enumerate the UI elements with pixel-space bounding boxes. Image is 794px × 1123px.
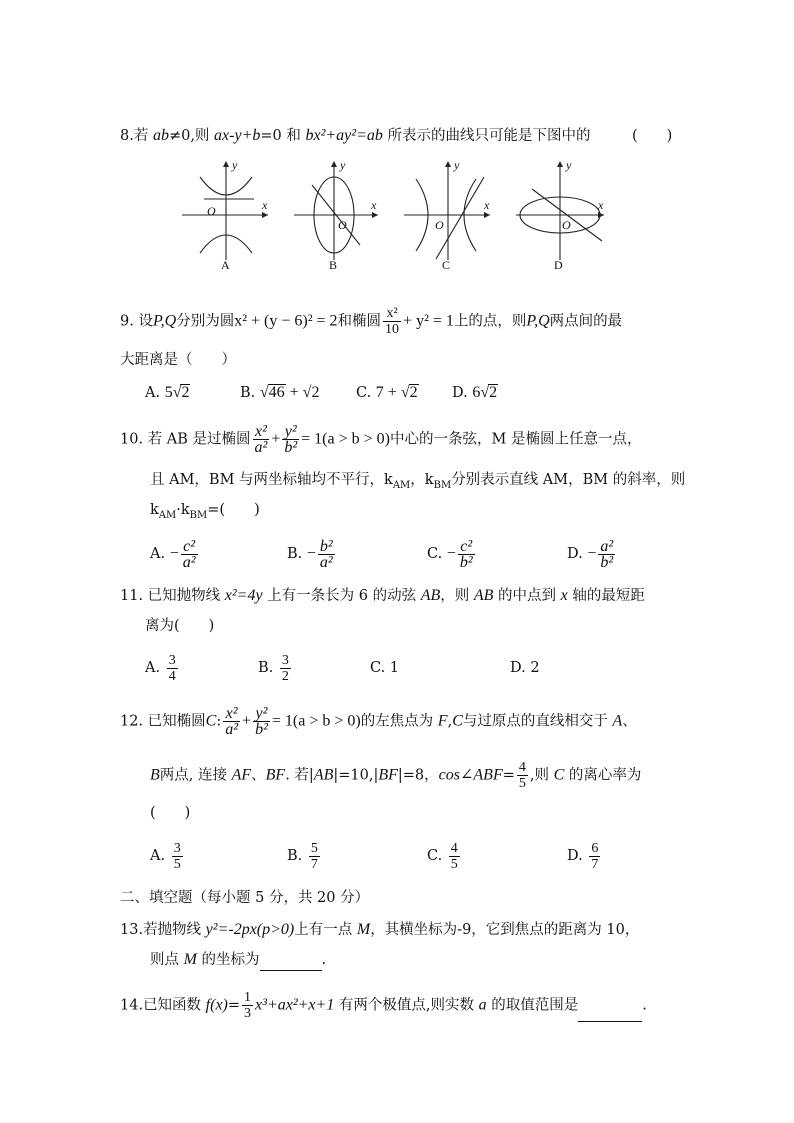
fraction-numerator: 4 (450, 840, 458, 856)
q8-stem (120, 126, 590, 146)
q9-option-b[interactable] (240, 383, 319, 403)
q11-var: AB (420, 587, 441, 604)
q11-text: 轴的最短距 (567, 588, 645, 604)
q10-text: 若 AB 是过椭圆 (147, 431, 251, 448)
fraction-numerator: 3 (168, 652, 176, 668)
q12-text: 与过原点的直线相交于 (462, 713, 613, 730)
q9-text: 和椭圆 (337, 313, 382, 330)
option-label: B. (258, 660, 274, 676)
option-fraction (589, 841, 600, 872)
fraction-denominator: 7 (310, 856, 318, 872)
fraction-denominator: 3 (244, 1006, 252, 1021)
q9-text: 设 (138, 313, 153, 330)
q12-var: AF (231, 766, 252, 784)
x-arrow (484, 212, 490, 218)
q12-colon: : (216, 713, 222, 730)
q10-fraction-2 (282, 424, 299, 455)
q10-text: ，k (410, 472, 434, 488)
q12-fraction-2 (253, 706, 270, 737)
option-fraction (458, 539, 475, 570)
sqrt-sign: √ (259, 384, 269, 401)
fraction-denominator: b² (255, 721, 268, 738)
q12-var: BF (378, 766, 398, 784)
q14-text: 的取值范围是 (486, 997, 579, 1014)
fraction-numerator: y² (253, 706, 270, 722)
q9-text: 两点间的最 (549, 313, 623, 330)
option-fraction (280, 653, 291, 684)
option-coefficient: 6 (472, 384, 481, 401)
option-label: C. (356, 385, 372, 401)
q12-var: C (205, 712, 217, 730)
q12-var: BF (265, 766, 286, 784)
option-radicand: 2 (489, 384, 498, 401)
q12-cos-fraction (517, 760, 528, 791)
q8-line-equation: ax-y+b (214, 127, 261, 144)
q10-line2 (150, 470, 685, 496)
figure-c (404, 158, 490, 272)
fraction-numerator: 3 (173, 840, 181, 856)
q12-option-b[interactable] (287, 840, 322, 872)
q12-number: 12. (120, 713, 144, 730)
q14-answer-blank[interactable] (578, 991, 642, 1022)
option-fraction (172, 841, 183, 872)
subscript: BM (433, 479, 452, 491)
option-label: C. (370, 660, 386, 676)
fraction-denominator: 10 (385, 322, 400, 337)
axis-y-label: y (340, 158, 346, 172)
option-fraction (449, 841, 460, 872)
option-label: A. (150, 546, 166, 562)
option-radicand: 2 (181, 384, 190, 401)
origin-label: O (435, 218, 444, 232)
q10-option-a[interactable] (150, 538, 200, 570)
fraction-denominator: b² (459, 553, 473, 571)
q12-text: 两点, 连接 (159, 767, 232, 784)
q11-var: x (560, 587, 568, 604)
q10-text: 分别表示直线 AM，BM 的斜率，则 (451, 472, 686, 488)
q13-answer-blank[interactable] (260, 950, 322, 971)
q14-function: f(x) (205, 996, 228, 1014)
y-arrow (557, 161, 563, 167)
fraction-numerator: x² (383, 306, 401, 322)
option-value: 1 (389, 660, 400, 676)
q10-option-d[interactable] (567, 538, 617, 570)
y-arrow (445, 161, 451, 167)
option-fraction (318, 539, 335, 570)
q13-text: 则点 (150, 952, 184, 968)
q10-option-b[interactable] (287, 538, 337, 570)
q13-text: 若抛物线 (143, 922, 206, 938)
option-label: D. (567, 546, 583, 562)
figure-a (182, 158, 268, 272)
option-label: B. (287, 546, 303, 562)
q12-var: A (612, 712, 623, 730)
option-suffix: + √2 (285, 384, 320, 401)
q13-line2 (150, 950, 326, 971)
q12-option-a[interactable] (150, 840, 185, 872)
fraction-denominator: a² (319, 553, 333, 571)
minus-sign: − (306, 545, 316, 562)
q14-text: = (227, 997, 241, 1014)
q9-option-a[interactable] (145, 383, 190, 403)
q13-stem (120, 920, 639, 940)
fraction-denominator: 2 (281, 668, 289, 684)
axis-y-label: y (454, 158, 460, 172)
figure-d (516, 158, 604, 272)
q12-fraction-1 (223, 706, 240, 737)
option-label: A. (145, 660, 161, 676)
q12-option-d[interactable] (567, 840, 602, 872)
origin-label: O (338, 218, 347, 232)
q8-var: ab (152, 127, 169, 144)
q8-figures (0, 155, 794, 275)
axis-y-label: y (566, 158, 572, 172)
q12-text: = (502, 767, 515, 784)
option-label: D. (567, 848, 583, 864)
q9-ellipse-fraction (383, 306, 401, 337)
q10-text: =( ) (207, 502, 260, 518)
fraction-numerator: x² (253, 424, 270, 440)
q9-option-c[interactable] (356, 383, 419, 403)
q9-line2: 大距离是（ ） (120, 352, 236, 368)
plus-sign: + (271, 430, 281, 448)
q10-line3 (150, 500, 260, 526)
option-fraction (181, 539, 198, 570)
figure-label-b: B (329, 258, 338, 272)
q11-option-c[interactable] (370, 658, 399, 678)
option-radicand: 46 (268, 384, 285, 401)
q14-var: a (478, 996, 487, 1014)
q8-answer-paren: ( ) (632, 128, 673, 144)
axis-x-label: x (484, 198, 490, 212)
q11-text: ，则 (440, 588, 474, 604)
fraction-numerator: 3 (281, 652, 289, 668)
figure-label-c: C (442, 258, 451, 272)
q12-var: F (437, 712, 448, 730)
fraction-numerator: b² (319, 537, 333, 555)
fraction-denominator: 5 (518, 776, 526, 791)
option-coefficient: 7 + (375, 384, 401, 401)
q14-text: 已知函数 (143, 997, 206, 1014)
q12-text: 、 (622, 713, 637, 730)
q9-number: 9. (120, 313, 134, 330)
q11-option-b[interactable] (258, 652, 293, 684)
y-arrow (223, 161, 229, 167)
q13-equation: y²=-2px(p>0) (205, 921, 295, 938)
fraction-denominator: a² (254, 439, 268, 456)
q12-text: , (447, 713, 453, 730)
option-value: 2 (530, 660, 540, 676)
q12-text: 已知椭圆 (147, 713, 206, 730)
fraction-denominator: 5 (450, 856, 458, 872)
fraction-denominator: a² (225, 721, 239, 738)
fraction-numerator: c² (181, 539, 198, 555)
sqrt-sign: √ (480, 384, 490, 401)
q9-option-d[interactable] (452, 383, 498, 403)
q8-curve-equation: bx²+ay²=ab (305, 127, 383, 144)
q12-text: . 若| (285, 767, 314, 784)
option-label: B. (240, 385, 256, 401)
x-arrow (372, 212, 378, 218)
q8-text: 所表示的曲线只可能是下图中的 (382, 128, 591, 144)
axis-x-label: x (262, 198, 268, 212)
q12-text: 的左焦点为 (360, 713, 438, 730)
fraction-denominator: 5 (173, 856, 181, 872)
q8-number: 8. (120, 128, 134, 144)
q12-option-c[interactable] (427, 840, 462, 872)
option-label: A. (145, 385, 161, 401)
fraction-numerator: y² (282, 424, 299, 440)
q12-var: B (150, 766, 160, 784)
subscript: AM (158, 509, 177, 521)
q11-text: 上有一条长为 6 的动弦 (262, 588, 421, 604)
q14-text: 有两个极值点,则实数 (334, 997, 479, 1014)
figure-label-d: D (554, 258, 563, 272)
q13-var: M (183, 951, 197, 968)
figure-b (294, 158, 378, 272)
origin-label: O (562, 218, 571, 232)
fraction-numerator: a² (600, 537, 614, 555)
q9-vars: P,Q (526, 312, 550, 330)
minus-sign: − (169, 545, 179, 562)
option-fraction (309, 841, 320, 872)
q14-number: 14. (120, 997, 144, 1014)
fraction-denominator: b² (284, 439, 298, 456)
q10-equation-rest: = 1(a > b > 0) (301, 430, 390, 448)
q14-fraction (242, 990, 253, 1021)
axis-y-label: y (232, 158, 238, 172)
q13-var: M (356, 921, 371, 938)
q12-text: ,则 (529, 767, 554, 784)
fraction-numerator: c² (458, 539, 475, 555)
q10-number: 10. (120, 431, 144, 448)
q12-text: 、 (251, 767, 266, 784)
q11-number: 11. (120, 588, 144, 604)
section-title: 二、填空题（每小题 5 分，共 20 分） (120, 890, 370, 906)
q12-var: C (452, 712, 463, 730)
option-label: C. (427, 848, 443, 864)
q10-text: 且 AM，BM 与两坐标轴均不平行，k (150, 472, 393, 488)
q13-text: 的坐标为 (196, 952, 260, 968)
option-fraction (598, 539, 615, 570)
fraction-numerator: 1 (244, 990, 252, 1005)
q9-vars: P,Q (152, 312, 177, 330)
q12-cos: cos∠ABF (438, 766, 503, 784)
q12-text: 的离心率为 (564, 767, 642, 784)
q13-number: 13. (120, 922, 144, 938)
q11-var: AB (473, 587, 494, 604)
q10-text: k (150, 502, 159, 518)
option-label: C. (427, 546, 443, 562)
subscript: AM (392, 479, 411, 491)
q10-option-c[interactable] (427, 538, 477, 570)
x-arrow (262, 212, 268, 218)
fraction-numerator: 4 (518, 760, 526, 775)
q11-stem (120, 586, 645, 606)
fraction-numerator: 5 (310, 840, 318, 856)
q12-text: |=10,| (333, 767, 379, 784)
q14-text: . (642, 997, 647, 1014)
q9-circle-equation: x² + (y − 6)² = 2 (234, 312, 338, 330)
q9-text: 分别为圆 (176, 313, 235, 330)
q12-line2 (150, 760, 641, 791)
q11-option-d[interactable] (510, 658, 540, 678)
q11-text: 已知抛物线 (147, 588, 225, 604)
fraction-denominator: a² (182, 553, 196, 571)
q11-text: 的中点到 (493, 588, 561, 604)
sqrt-sign: √ (400, 384, 410, 401)
q14-polynomial: x³+ax²+x+1 (255, 996, 335, 1014)
q10-stem (120, 424, 641, 455)
fraction-numerator: 6 (591, 840, 599, 856)
q10-fraction-1 (253, 424, 270, 455)
q11-equation: x²=4y (224, 587, 263, 604)
q8-text: =0 和 (260, 128, 306, 144)
q13-text: 上有一点 (294, 922, 357, 938)
q12-var: AB (313, 766, 334, 784)
q12-var: C (553, 766, 565, 784)
option-label: D. (452, 385, 468, 401)
option-label: A. (150, 848, 166, 864)
minus-sign: − (446, 545, 456, 562)
origin-label: O (207, 204, 216, 218)
q12-stem (120, 706, 637, 737)
q10-text: 中心的一条弦，M 是椭圆上任意一点， (389, 431, 642, 448)
sqrt-sign: √ (172, 384, 182, 401)
q8-text: ≠0,则 (168, 128, 215, 144)
q9-text: 上的点，则 (453, 313, 527, 330)
fraction-denominator: 7 (591, 856, 599, 872)
option-label: B. (287, 848, 303, 864)
q9-stem (120, 306, 622, 337)
option-radicand: 2 (409, 384, 418, 401)
fraction-denominator: 4 (168, 668, 176, 684)
axis-x-label: x (598, 198, 604, 212)
q12-line3: ( ) (150, 805, 191, 821)
option-label: D. (510, 660, 526, 676)
q8-text: 若 (133, 128, 153, 144)
y-arrow (331, 161, 337, 167)
q13-text: ，其横坐标为-9，它到焦点的距离为 10， (370, 922, 640, 938)
q11-line2: 离为( ) (145, 618, 215, 634)
axis-x-label: x (371, 198, 377, 212)
x-arrow (598, 212, 604, 218)
option-coefficient: 5 (164, 384, 173, 401)
q13-text: . (321, 952, 327, 968)
minus-sign: − (587, 545, 597, 562)
q12-text: |=8， (397, 767, 439, 784)
q10-text: ·k (176, 502, 190, 518)
q9-ellipse-rest: + y² = 1 (403, 312, 454, 330)
plus-sign: + (242, 712, 252, 730)
option-fraction (167, 653, 178, 684)
fraction-numerator: x² (223, 706, 240, 722)
q12-equation-rest: = 1(a > b > 0) (271, 712, 361, 730)
figure-label-a: A (221, 258, 230, 272)
q11-option-a[interactable] (145, 652, 180, 684)
q14-stem (120, 990, 647, 1022)
fraction-denominator: b² (600, 553, 614, 571)
subscript: BM (189, 509, 208, 521)
